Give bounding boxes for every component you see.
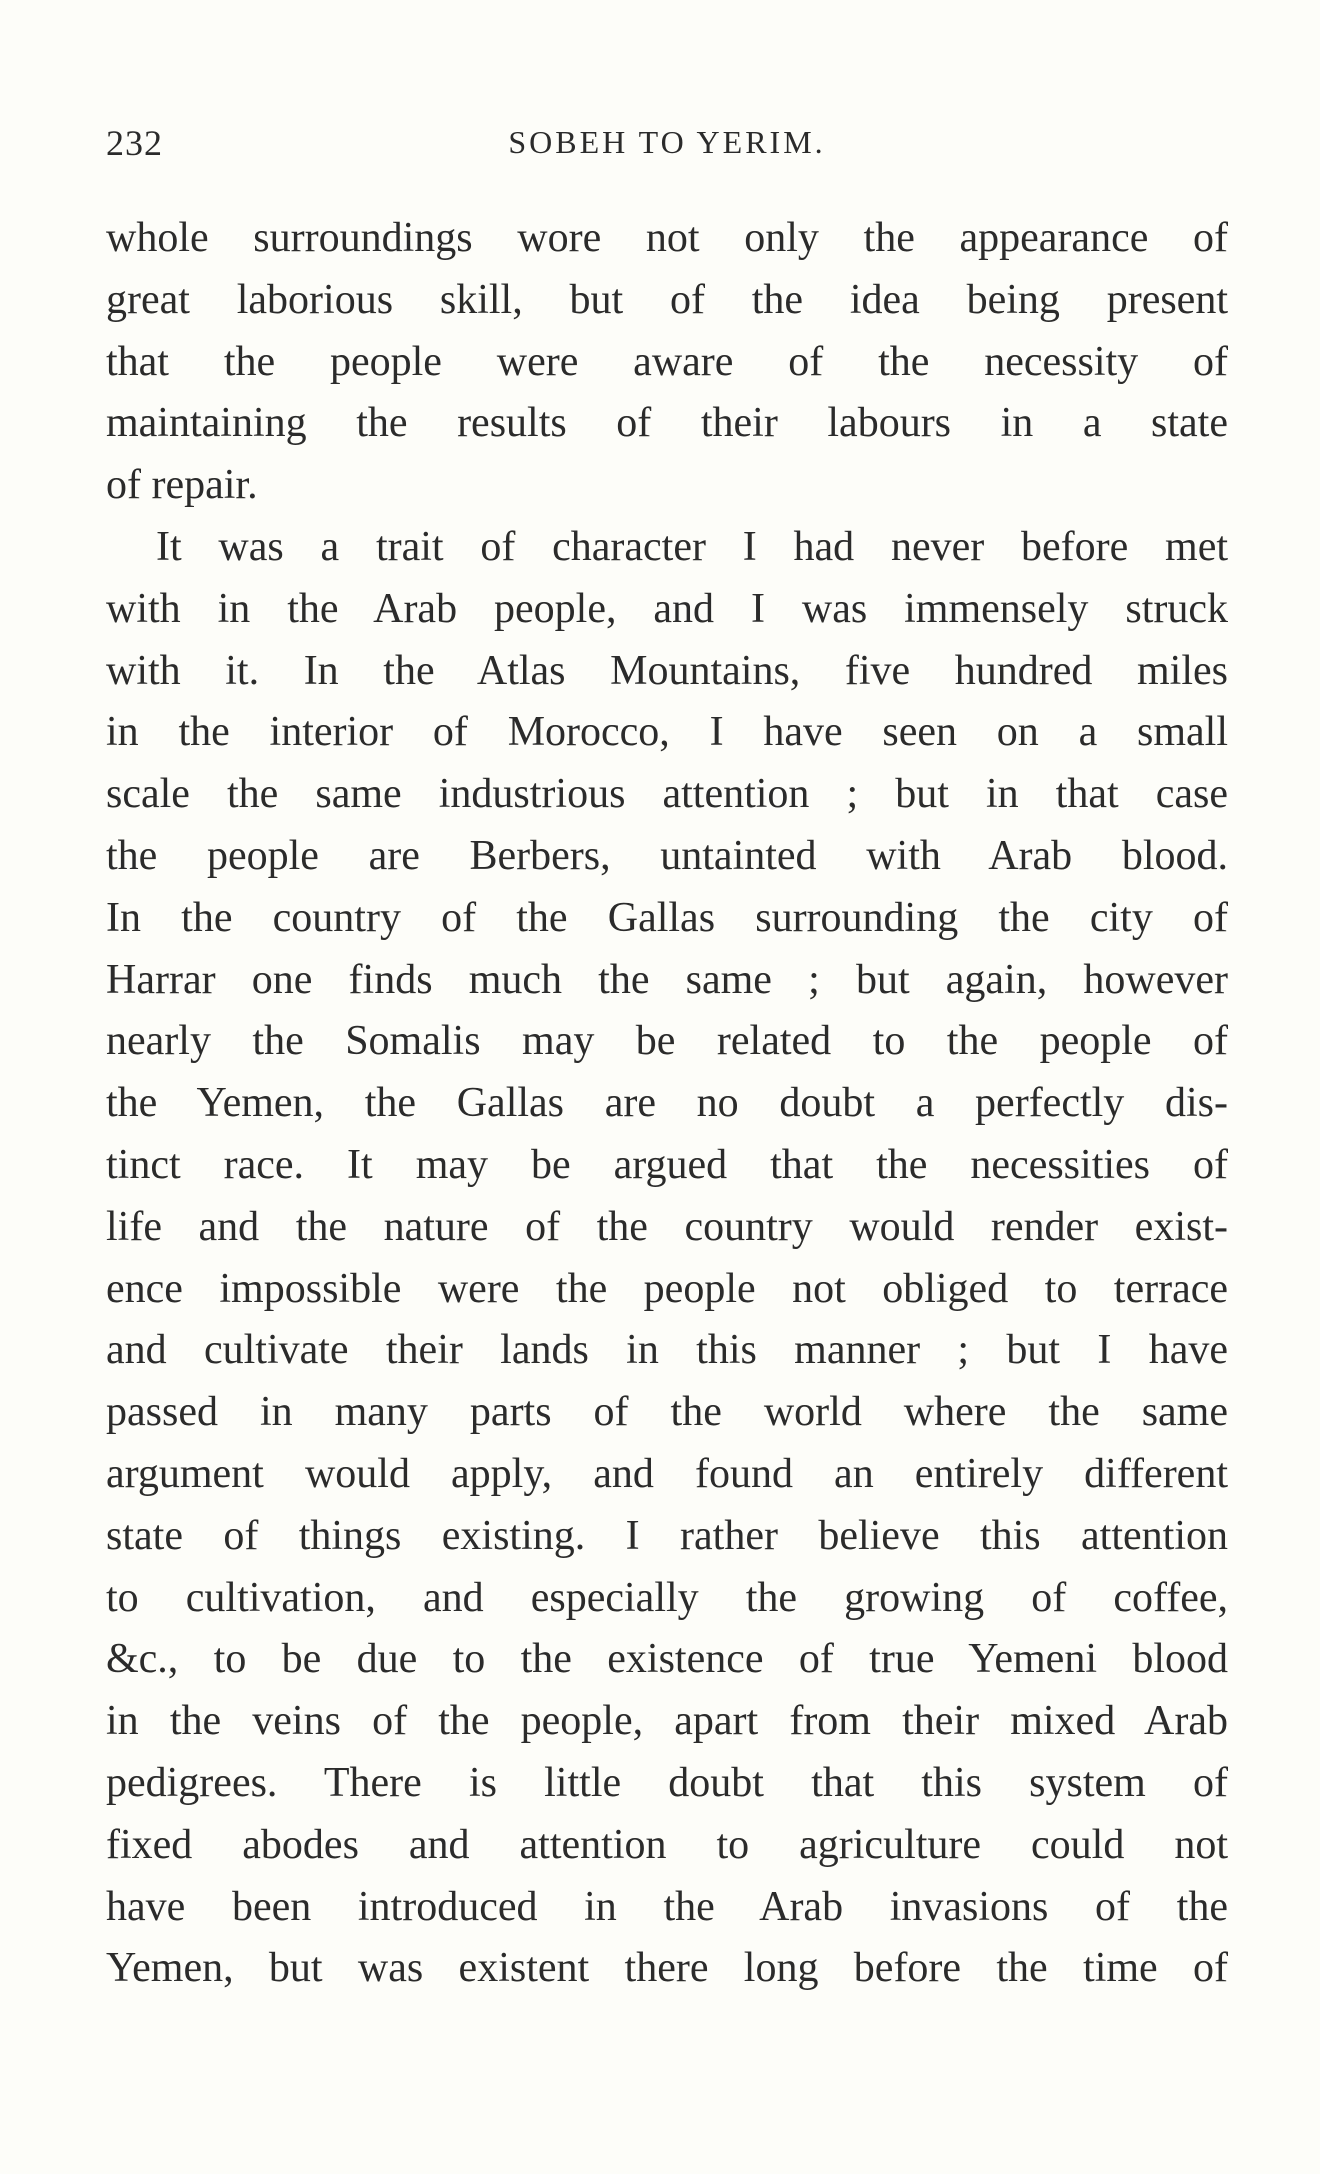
text-line: the people are Berbers, untainted with Arab blood. xyxy=(106,832,1228,879)
text-line: that the people were aware of the necessity of xyxy=(106,338,1228,385)
text-line: In the country of the Gallas surrounding the city of xyxy=(106,894,1228,941)
text-line: pedigrees. There is little doubt that this system of xyxy=(106,1759,1228,1806)
text-line: state of things existing. I rather believe this attention xyxy=(106,1512,1228,1559)
text-line: argument would apply, and found an entirely different xyxy=(106,1450,1228,1497)
text-line: tinct race. It may be argued that the necessities of xyxy=(106,1141,1228,1188)
text-line: with in the Arab people, and I was immensely struck xyxy=(106,585,1228,632)
text-line: have been introduced in the Arab invasions of the xyxy=(106,1883,1228,1930)
paragraph xyxy=(106,517,1228,2000)
text-line: great laborious skill, but of the idea being present xyxy=(106,276,1228,323)
text-line: life and the nature of the country would render exist- xyxy=(106,1203,1228,1250)
running-head: SOBEH TO YERIM. xyxy=(508,124,826,160)
page-header xyxy=(106,122,1228,172)
text-line: to cultivation, and especially the growing of coffee, xyxy=(106,1574,1228,1621)
text-line: fixed abodes and attention to agriculture could not xyxy=(106,1821,1228,1868)
text-line: passed in many parts of the world where the same xyxy=(106,1389,1228,1436)
text-line: &c., to be due to the existence of true Yemeni blood xyxy=(106,1636,1228,1683)
text-line: maintaining the results of their labours in a state xyxy=(106,400,1228,447)
text-line: of repair. xyxy=(106,462,258,509)
text-line: in the interior of Morocco, I have seen on a small xyxy=(106,709,1228,756)
text-line: Yemen, but was existent there long before the time of xyxy=(106,1945,1228,1992)
text-line: ence impossible were the people not obliged to terrace xyxy=(106,1265,1228,1312)
text-line: scale the same industrious attention ; but in that case xyxy=(106,771,1228,818)
paragraph xyxy=(106,208,1228,517)
text-line: with it. In the Atlas Mountains, five hundred miles xyxy=(106,647,1228,694)
text-line: in the veins of the people, apart from their mixed Arab xyxy=(106,1698,1228,1745)
body-text xyxy=(106,208,1228,2000)
page-number: 232 xyxy=(106,123,163,163)
text-line: the Yemen, the Gallas are no doubt a perfectly dis- xyxy=(106,1080,1228,1127)
text-line: and cultivate their lands in this manner ; but I have xyxy=(106,1327,1228,1374)
text-line: Harrar one finds much the same ; but again, however xyxy=(106,956,1228,1003)
text-line: It was a trait of character I had never before met xyxy=(156,523,1228,570)
text-line: nearly the Somalis may be related to the people of xyxy=(106,1018,1228,1065)
text-line: whole surroundings wore not only the appearance of xyxy=(106,215,1228,261)
